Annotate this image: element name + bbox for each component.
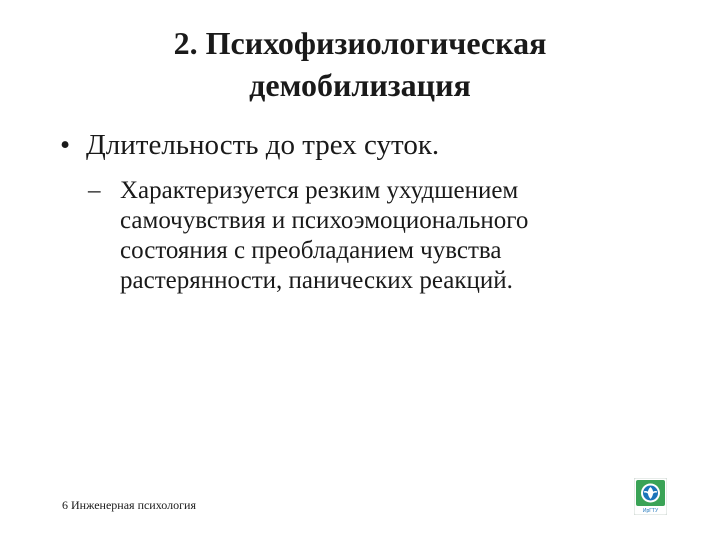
university-logo-icon [634, 478, 667, 515]
sub-bullet-line-1: Характеризуется резким ухудшением [120, 177, 519, 204]
bullet-mark: • [60, 129, 71, 161]
sub-bullet-mark: – [88, 177, 101, 204]
title-line-1: 2. Психофизиологическая [173, 25, 547, 61]
sub-bullet-line-2: самочувствия и психоэмоционального [120, 207, 529, 234]
slide-title [120, 22, 600, 106]
sub-bullet-line-3: состояния с преобладанием чувства [120, 237, 502, 264]
slide-footer: 6 Инженерная психология [62, 498, 196, 512]
sub-bullet-line-4: растерянности, панических реакций. [120, 267, 513, 294]
title-line-2: демобилизация [249, 67, 471, 103]
bullet-text: Длительность до трех суток. [86, 129, 440, 161]
bullet-item [60, 128, 680, 162]
sub-bullet-text [120, 176, 660, 296]
logo-caption: ИрГТУ [642, 508, 659, 514]
